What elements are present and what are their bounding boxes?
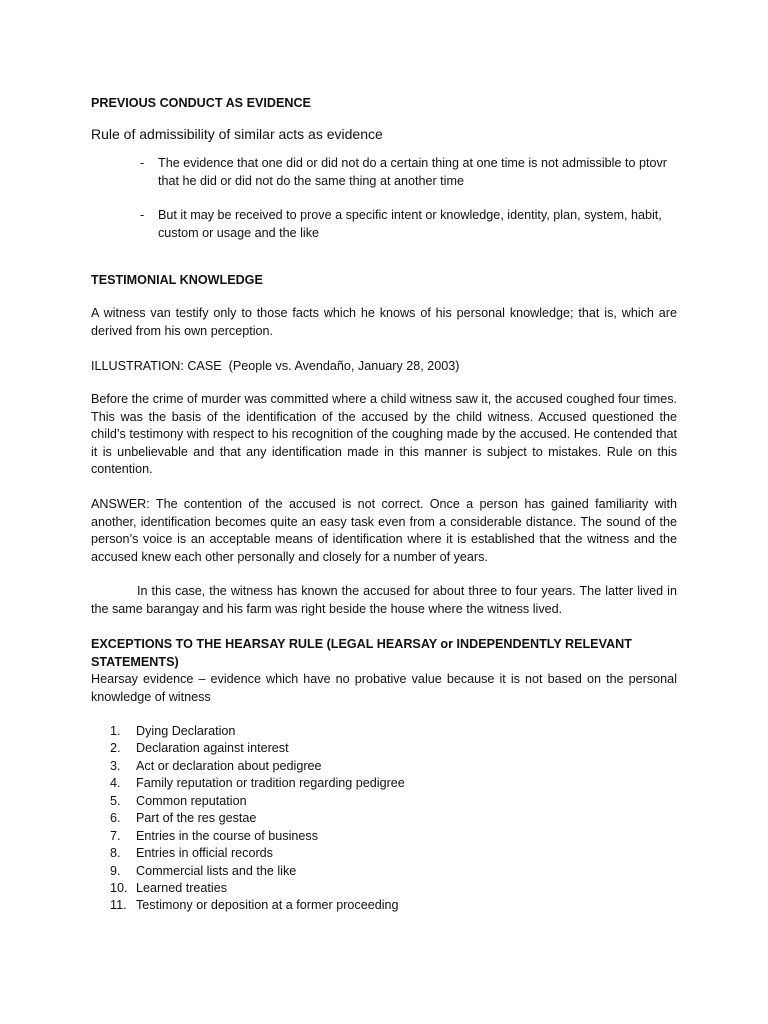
bullet-text: But it may be received to prove a specific intent or knowledge, identity, plan, system, habit, custom or usage and the like — [158, 208, 662, 240]
list-item-text: Family reputation or tradition regarding pedigree — [136, 776, 405, 791]
paragraph-block — [91, 305, 677, 340]
illustration-citation: (People vs. Avendaño, January 28, 2003) — [228, 359, 460, 373]
list-number: 8. — [110, 846, 121, 861]
heading-testimonial-knowledge: TESTIMONIAL KNOWLEDGE — [91, 273, 263, 287]
list-number: 1. — [110, 724, 121, 738]
section-testimonial-knowledge — [91, 271, 677, 289]
bullet-item — [91, 155, 677, 190]
list-item-text: Testimony or deposition at a former proceeding — [136, 898, 399, 913]
list-number: 10. — [110, 880, 128, 895]
section-hearsay-exceptions — [91, 635, 677, 671]
answer-paragraph — [91, 496, 677, 566]
bullet-dash: - — [140, 156, 145, 170]
case-facts: Before the crime of murder was committed where a child witness saw it, the accused coughed four times. This was the basis of the identification of the accused by the child witness. Accused questioned the child’s testimony with respect to his recognition of the coughing made by the accused. He contended that it is unbelievable and that any identification made in this manner is subject to mistakes. Rule on this contention. — [91, 392, 677, 476]
bullet-item — [91, 207, 677, 242]
list-item-text: Learned treaties — [136, 880, 228, 895]
list-item — [91, 793, 677, 810]
list-number: 11. — [110, 898, 127, 913]
list-number: 4. — [110, 776, 121, 791]
section-previous-conduct — [91, 94, 677, 112]
list-number: 3. — [110, 758, 121, 773]
list-item-text: Entries in official records — [136, 846, 273, 861]
list-item — [91, 723, 677, 740]
list-item — [91, 740, 677, 757]
list-item-text: Dying Declaration — [136, 724, 236, 738]
heading-previous-conduct: PREVIOUS CONDUCT AS EVIDENCE — [91, 96, 311, 110]
bullet-dash: - — [140, 208, 145, 222]
answer-block — [91, 496, 677, 566]
list-item — [91, 810, 677, 827]
answer-label: ANSWER: — [91, 497, 150, 511]
list-number: 9. — [110, 863, 121, 878]
list-item — [91, 845, 677, 862]
illustration-heading — [91, 357, 677, 375]
answer-text: The contention of the accused is not correct. Once a person has gained familiarity with another, identification becomes quite an easy task even from a considerable distance. The sound of the person’s voice is an acceptable means of identification where it is established that the witness and the accused knew each other personally and closely for a number of years. — [91, 497, 677, 564]
list-number: 2. — [110, 741, 121, 756]
bullet-text: The evidence that one did or did not do a certain thing at one time is not admissible to ptovr that he did or did not do the same thing at another time — [158, 156, 667, 188]
list-item — [91, 758, 677, 775]
heading-hearsay-exceptions: EXCEPTIONS TO THE HEARSAY RULE (LEGAL HEARSAY or INDEPENDENTLY RELEVANT STATEMENTS) — [91, 637, 632, 669]
list-item — [91, 863, 677, 880]
list-number: 5. — [110, 793, 121, 808]
followup-block — [91, 583, 677, 618]
list-number: 6. — [110, 811, 121, 826]
paragraph-testimonial: A witness van testify only to those facts which he knows of his personal knowledge; that is, which are derived from his own perception. — [91, 306, 677, 338]
list-item-text: Act or declaration about pedigree — [136, 758, 322, 773]
list-item-text: Commercial lists and the like — [136, 863, 297, 878]
list-item — [91, 775, 677, 792]
list-item — [91, 897, 677, 914]
hearsay-definition-block — [91, 671, 677, 706]
illustration-line — [91, 357, 677, 375]
document-page — [91, 0, 677, 1024]
list-item-text: Declaration against interest — [136, 741, 289, 756]
hearsay-definition: Hearsay evidence – evidence which have no probative value because it is not based on the personal knowledge of witness — [91, 672, 677, 704]
list-number: 7. — [110, 828, 121, 843]
subheading-block — [91, 125, 677, 143]
case-facts-block — [91, 391, 677, 479]
exceptions-list — [91, 723, 677, 915]
list-item-text: Common reputation — [136, 793, 247, 808]
list-item-text: Entries in the course of business — [136, 828, 319, 843]
followup-paragraph: In this case, the witness has known the accused for about three to four years. The latter lived in the same barangay and his farm was right beside the house where the witness lived. — [91, 584, 677, 616]
list-item — [91, 880, 677, 897]
illustration-label: ILLUSTRATION: CASE — [91, 359, 222, 373]
list-item-text: Part of the res gestae — [136, 811, 257, 826]
subheading-similar-acts: Rule of admissibility of similar acts as evidence — [91, 126, 383, 142]
list-item — [91, 828, 677, 845]
